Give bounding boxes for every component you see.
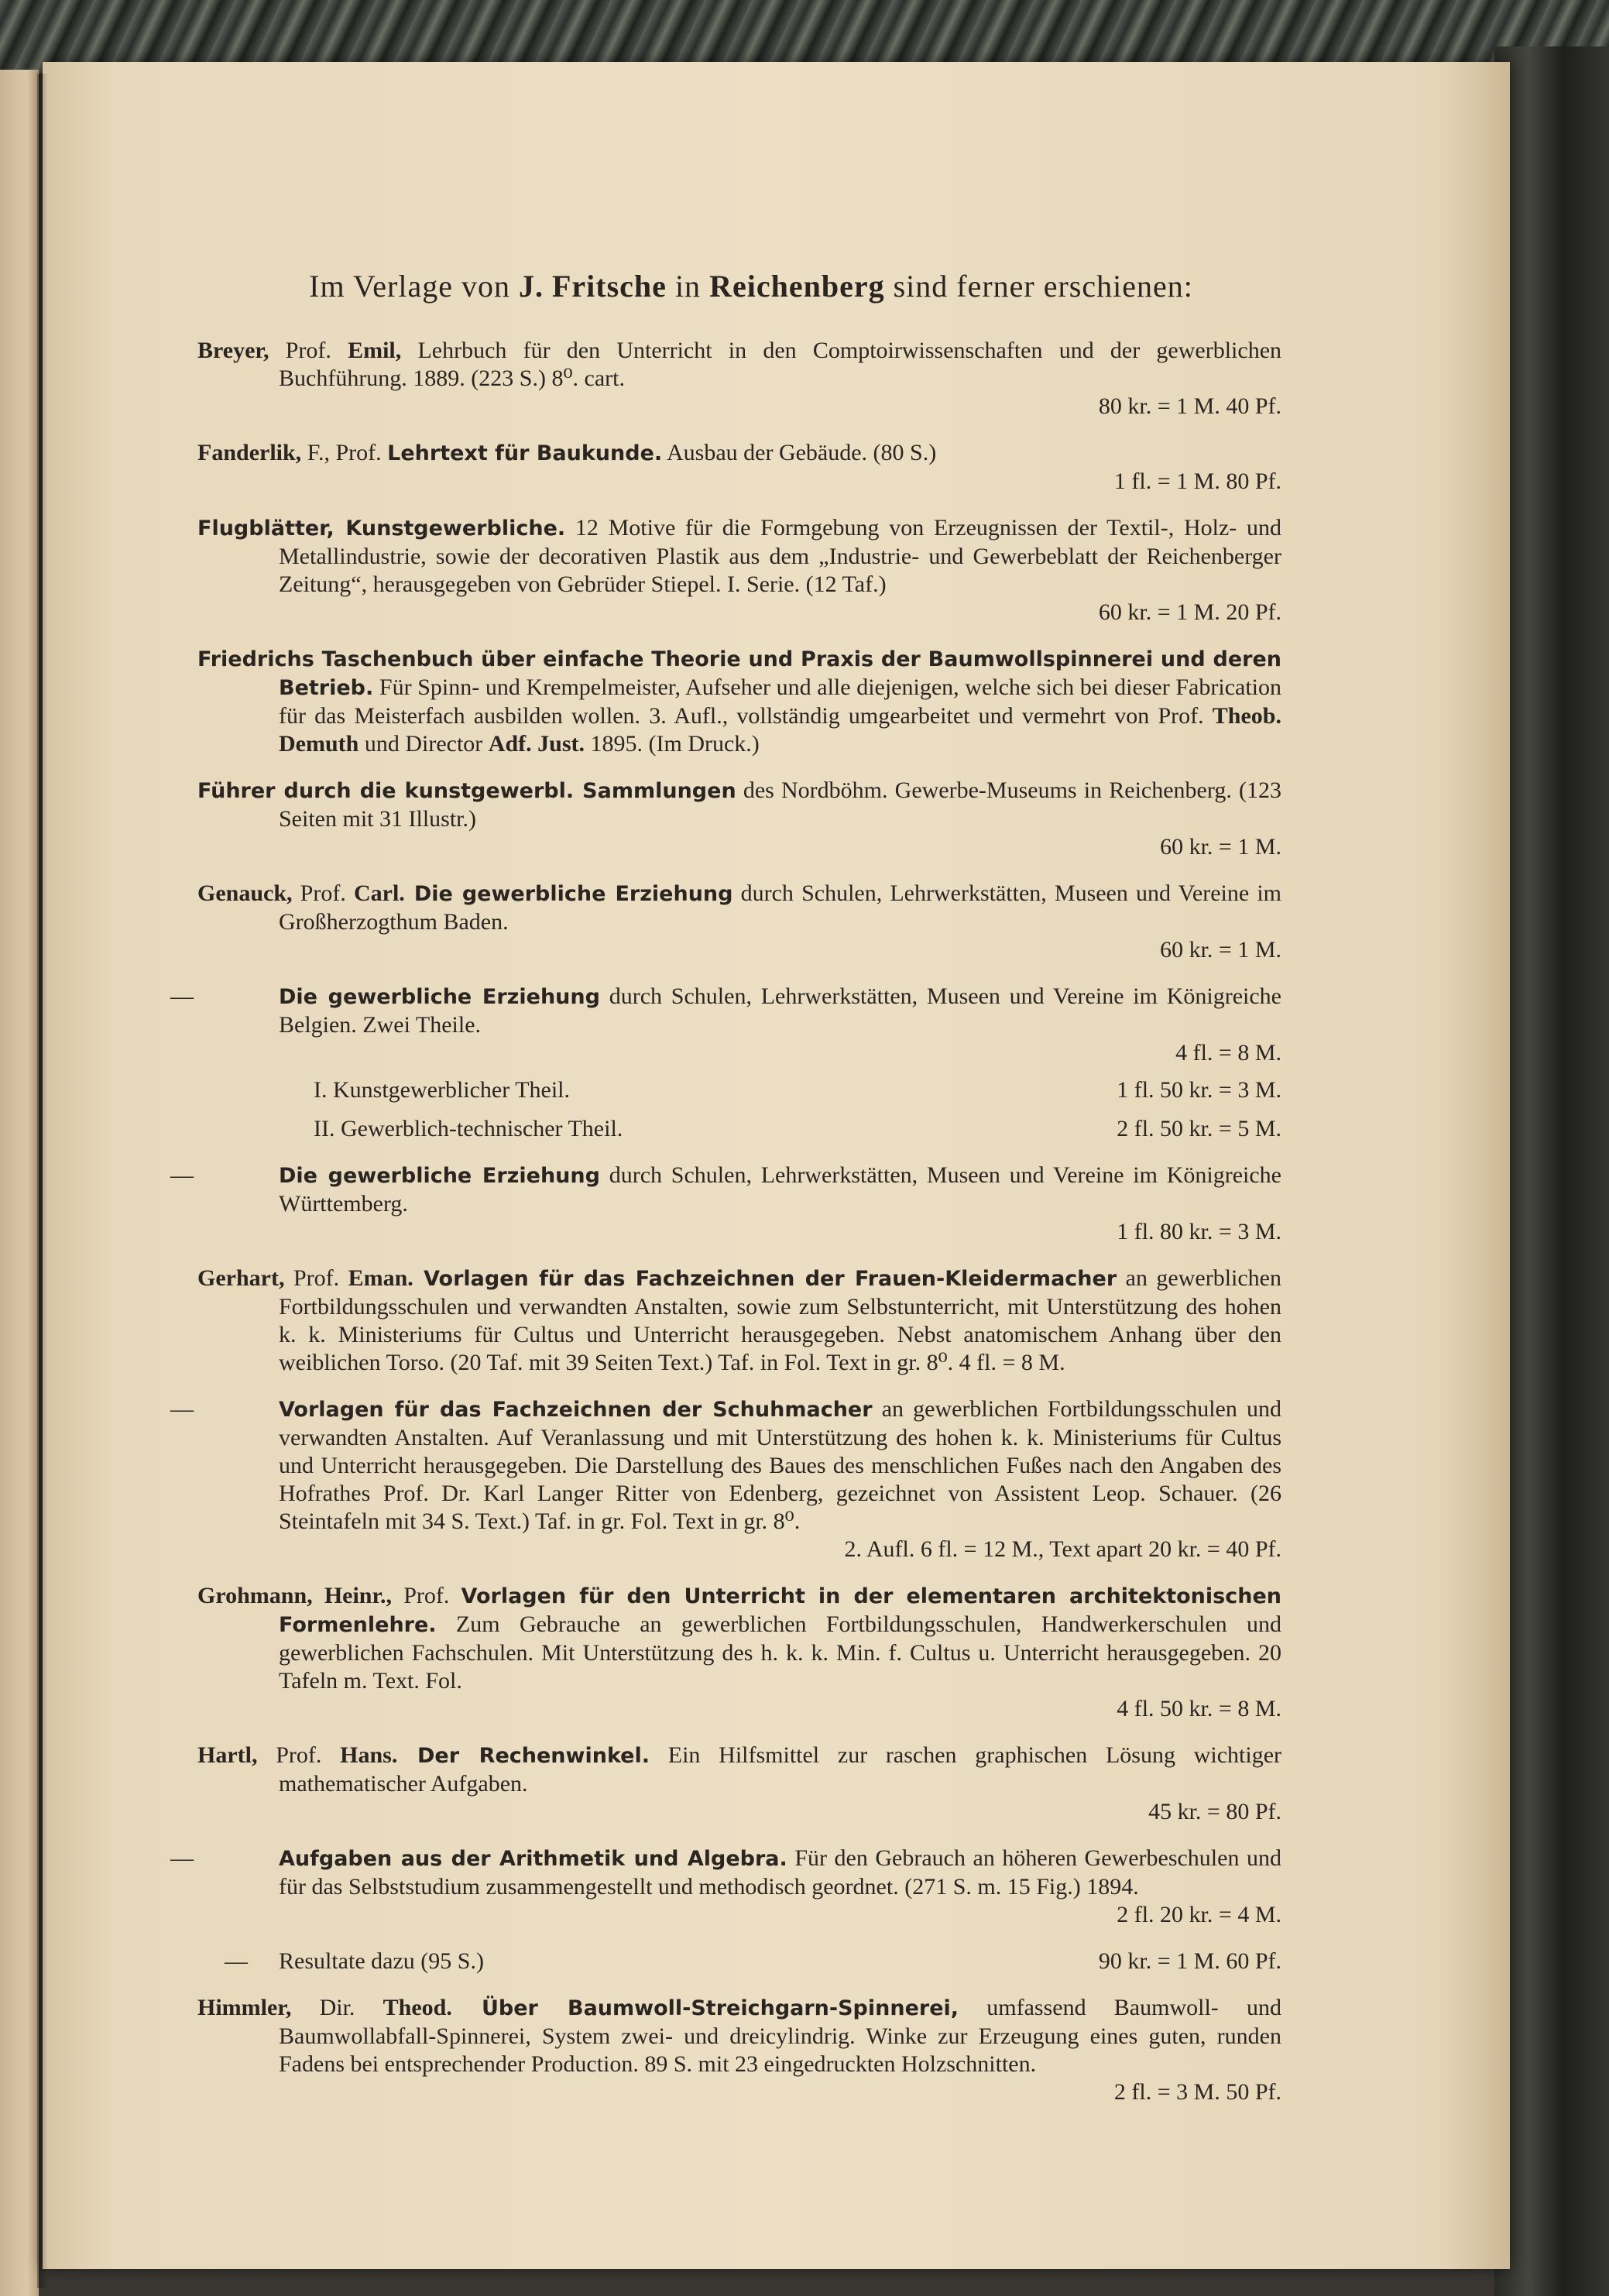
price: 60 kr. = 1 M. — [1160, 937, 1281, 963]
catalog-entry-gerhart: Gerhart, Prof. Eman. Vorlagen für das Fachzeichnen der Frauen-Kleidermacher an gewerblichen Fortbildungsschulen und verwandten Anstalten, sowie zum Selbstunterricht, mit Unterstützung des hohen k. k. Ministeriums für Cultus und Unterricht herausgegeben. Nebst anatomischem Anhang über den weiblichen Torso. (20 Taf. mit 39 Seiten Text.) Taf. in Fol. Text in gr. 8⁰. 4 fl. = 8 M. — [197, 1265, 1281, 1375]
catalog-entry-gerhart-schuhmacher: — Vorlagen für das Fachzeichnen der Schuhmacher an gewerblichen Fortbildungsschulen und verwandten Anstalten. Auf Veranlassung und mit Unterstützung des hohen k. k. Ministeriums für Cultus und Unterricht herausgegeben. Die Darstellung des Baues des menschlichen Fußes nach den Angaben des Hofrathes Prof. Dr. Karl Langer Ritter von Edenberg, gezeichnet von Assistent Leop. Schauer. (26 Steintafeln mit 34 S. Text.) Taf. in gr. Fol. Text in gr. 8⁰. 2. Aufl. 6 fl. = 12 M., Text apart 20 kr. = 40 Pf. — [170, 1396, 1282, 1562]
sub-entry: II. Gewerblich-technischer Theil. 2 fl. 50 kr. = 5 M. — [314, 1116, 1281, 1141]
book-binding-edge — [1494, 46, 1609, 2296]
sub-entry: I. Kunstgewerblicher Theil. 1 fl. 50 kr. = 3 M. — [314, 1077, 1281, 1103]
price: 4 fl. = 8 M. — [1175, 1040, 1281, 1066]
catalog-entry-hartl: Hartl, Prof. Hans. Der Rechenwinkel. Ein Hilfsmittel zur raschen graphischen Lösung wichtiger mathematischer Aufgaben. 45 kr. = 80 Pf. — [197, 1742, 1282, 1824]
page-heading: Im Verlage von J. Fritsche in Reichenberg sind ferner erschienen: — [309, 269, 1193, 304]
catalog-entry-genauck-wuerttemberg: — Die gewerbliche Erziehung durch Schulen, Lehrwerkstätten, Museen und Vereine im Königreiche Württemberg. 1 fl. 80 kr. = 3 M. — [170, 1162, 1281, 1244]
catalog-entry-flugblaetter: Flugblätter, Kunstgewerbliche. 12 Motive für die Formgebung von Erzeugnissen der Textil-, Holz- und Metallindustrie, sowie der decorativen Plastik aus dem „Industrie- und Gewerbeblatt der Reichenberger Zeitung“, herausgegeben von Gebrüder Stiepel. I. Serie. (12 Taf.) 60 kr. = 1 M. 20 Pf. — [197, 515, 1281, 625]
price: 2 fl. 20 kr. = 4 M. — [1117, 1902, 1281, 1927]
catalog-entry-friedrichs: Friedrichs Taschenbuch über einfache Theorie und Praxis der Baumwollspinnerei und deren Betrieb. Für Spinn- und Krempelmeister, Aufseher und alle diejenigen, welche sich bei dieser Fabrication für das Meisterfach ausbilden wollen. 3. Aufl., vollständig umgearbeitet und vermehrt von Prof. Theob. Demuth und Director Adf. Just. 1895. (Im Druck.) — [197, 647, 1281, 757]
facing-page-edge — [0, 70, 39, 2296]
page-gutter-shadow — [37, 74, 48, 2288]
price: 60 kr. = 1 M. 20 Pf. — [1098, 599, 1281, 625]
price: 2 fl. = 3 M. 50 Pf. — [1113, 2079, 1281, 2105]
catalog-entry-fanderlik: Fanderlik, F., Prof. Lehrtext für Baukunde. Ausbau der Gebäude. (80 S.) 1 fl. = 1 M. 80 Pf. — [197, 440, 1281, 494]
catalog-entry-genauck: Genauck, Prof. Carl. Die gewerbliche Erziehung durch Schulen, Lehrwerkstätten, Museen und Vereine im Großherzogthum Baden. 60 kr. = 1 M. — [197, 880, 1281, 963]
catalog-entry-hartl-aufgaben: — Aufgaben aus der Arithmetik und Algebra. Für den Gebrauch an höheren Gewerbeschulen und für das Selbststudium zusammengestellt und methodisch geordnet. (271 S. m. 15 Fig.) 1894. 2 fl. 20 kr. = 4 M. — [170, 1845, 1281, 1927]
price: 4 fl. 50 kr. = 8 M. — [1117, 1696, 1281, 1721]
price: 1 fl. = 1 M. 80 Pf. — [1113, 468, 1281, 494]
price: 90 kr. = 1 M. 60 Pf. — [1098, 1948, 1281, 1974]
catalog-entry-grohmann: Grohmann, Heinr., Prof. Vorlagen für den Unterricht in der elementaren architektonischen Formenlehre. Zum Gebrauche an gewerblichen Fortbildungsschulen, Handwerkerschulen und gewerblichen Fachschulen. Mit Unterstützung des h. k. k. Min. f. Cultus u. Unterricht herausgegeben. 20 Tafeln m. Text. Fol. 4 fl. 50 kr. = 8 M. — [197, 1583, 1281, 1721]
price: 1 fl. 80 kr. = 3 M. — [1117, 1219, 1281, 1244]
catalog-entry-genauck-belgien: — Die gewerbliche Erziehung durch Schulen, Lehrwerkstätten, Museen und Vereine im Königreiche Belgien. Zwei Theile. 4 fl. = 8 M. — [170, 983, 1281, 1066]
publisher-catalog — [170, 267, 1282, 2125]
price: 60 kr. = 1 M. — [1160, 834, 1281, 860]
catalog-entry-fuehrer: Führer durch die kunstgewerbl. Sammlungen des Nordböhm. Gewerbe-Museums in Reichenberg. (123 Seiten mit 31 Illustr.) 60 kr. = 1 M. — [197, 777, 1281, 860]
price: 45 kr. = 80 Pf. — [1148, 1799, 1281, 1824]
catalog-entry-breyer: Breyer, Prof. Emil, Lehrbuch für den Unterricht in den Comptoirwissenschaften und der gewerblichen Buchführung. 1889. (223 S.) 8⁰. cart. 80 kr. = 1 M. 40 Pf. — [197, 338, 1282, 419]
catalog-entry-himmler: Himmler, Dir. Theod. Über Baumwoll-Streichgarn-Spinnerei, umfassend Baumwoll- und Baumwollabfall-Spinnerei, System zwei- und dreicylindrig. Winke zur Erzeugung eines guten, runden Fadens bei entsprechender Production. 89 S. mit 23 eingedruckten Holzschnitten. 2 fl. = 3 M. 50 Pf. — [197, 1995, 1282, 2105]
price: 2. Aufl. 6 fl. = 12 M., Text apart 20 kr. = 40 Pf. — [844, 1536, 1281, 1562]
price: 80 kr. = 1 M. 40 Pf. — [1098, 393, 1281, 419]
catalog-entry-resultate: — Resultate dazu (95 S.) 90 kr. = 1 M. 60 Pf. — [225, 1948, 1281, 1974]
